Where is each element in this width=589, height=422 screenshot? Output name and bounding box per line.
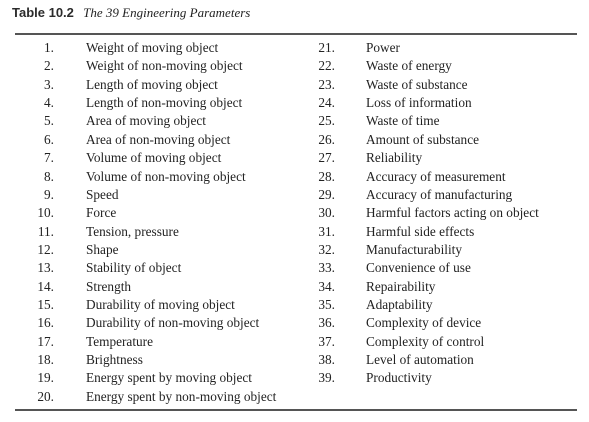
- parameter-number: 17.: [37, 333, 54, 349]
- parameter-name: Durability of moving object: [86, 296, 235, 312]
- parameter-number: 15.: [37, 296, 54, 312]
- parameter-name: Harmful side effects: [366, 223, 475, 239]
- parameter-name: Volume of non-moving object: [86, 168, 246, 184]
- table-row: [0, 57, 589, 75]
- parameter-number: 25.: [318, 113, 335, 129]
- parameter-number: 11.: [37, 223, 54, 239]
- parameter-name: Length of moving object: [86, 76, 218, 92]
- table-row: [0, 369, 589, 387]
- parameter-number: 29.: [318, 186, 335, 202]
- parameter-number: 12.: [37, 241, 54, 257]
- table-row: [0, 112, 589, 130]
- parameter-name: Volume of moving object: [86, 150, 222, 166]
- parameter-name: Accuracy of manufacturing: [366, 186, 513, 202]
- parameter-name: Waste of time: [366, 113, 440, 129]
- parameter-name: Amount of substance: [366, 131, 480, 147]
- parameter-number: 30.: [318, 205, 335, 221]
- parameter-name: Force: [86, 205, 117, 221]
- parameter-number: 26.: [318, 131, 335, 147]
- parameter-name: Area of non-moving object: [86, 131, 231, 147]
- table-row: [0, 186, 589, 204]
- table-row: [0, 131, 589, 149]
- parameter-name: Manufacturability: [366, 241, 462, 257]
- parameter-number: 34.: [318, 278, 335, 294]
- parameter-number: 10.: [37, 205, 54, 221]
- parameter-name: Waste of substance: [366, 76, 468, 92]
- parameter-number: 7.: [44, 150, 54, 166]
- parameter-name: Temperature: [86, 333, 153, 349]
- parameter-name: Shape: [86, 241, 119, 257]
- table-number: Table 10.2: [12, 5, 74, 20]
- table-row: [0, 333, 589, 351]
- parameter-name: Repairability: [366, 278, 436, 294]
- table-row: [0, 223, 589, 241]
- parameter-name: Convenience of use: [366, 260, 471, 276]
- parameter-name: Speed: [86, 186, 119, 202]
- table-row: [0, 204, 589, 222]
- parameter-name: Tension, pressure: [86, 223, 179, 239]
- table-row: [0, 278, 589, 296]
- table-row: [0, 351, 589, 369]
- table-row: [0, 76, 589, 94]
- parameter-name: Energy spent by moving object: [86, 370, 252, 386]
- table-row: [0, 388, 589, 406]
- parameter-number: 23.: [318, 76, 335, 92]
- parameter-number: 9.: [44, 186, 54, 202]
- parameter-name: Complexity of control: [366, 333, 485, 349]
- parameter-name: Area of moving object: [86, 113, 207, 129]
- table-top-rule: [15, 33, 577, 35]
- parameter-number: 4.: [44, 95, 54, 111]
- parameter-number: 3.: [44, 76, 54, 92]
- parameter-number: 37.: [318, 333, 335, 349]
- parameter-number: 27.: [318, 150, 335, 166]
- parameter-name: Harmful factors acting on object: [366, 205, 539, 221]
- parameter-number: 6.: [44, 131, 54, 147]
- parameter-name: Durability of non-moving object: [86, 315, 260, 331]
- parameter-name: Waste of energy: [366, 58, 452, 74]
- parameter-name: Productivity: [366, 370, 432, 386]
- parameter-name: Brightness: [86, 352, 143, 367]
- parameter-number: 5.: [44, 113, 54, 129]
- parameter-number: 39.: [318, 370, 335, 386]
- parameter-name: Level of automation: [366, 352, 474, 367]
- parameter-number: 21.: [318, 40, 335, 55]
- parameter-number: 38.: [318, 352, 335, 367]
- parameter-name: Strength: [86, 278, 132, 294]
- parameter-number: 22.: [318, 58, 335, 74]
- table-row: [0, 149, 589, 167]
- parameter-number: 20.: [37, 388, 54, 404]
- parameter-name: Stability of object: [86, 260, 182, 276]
- parameter-number: 8.: [44, 168, 54, 184]
- parameter-name: Weight of moving object: [86, 40, 219, 55]
- parameter-number: 33.: [318, 260, 335, 276]
- table-title: The 39 Engineering Parameters: [83, 5, 251, 20]
- parameter-number: 14.: [37, 278, 54, 294]
- parameter-name: Reliability: [366, 150, 423, 166]
- parameter-name: Length of non-moving object: [86, 95, 243, 111]
- parameter-number: 32.: [318, 241, 335, 257]
- parameter-number: 24.: [318, 95, 335, 111]
- parameter-name: Energy spent by non-moving object: [86, 388, 277, 404]
- parameter-number: 13.: [37, 260, 54, 276]
- parameter-name: Loss of information: [366, 95, 472, 111]
- parameter-name: Weight of non-moving object: [86, 58, 243, 74]
- parameter-number: 16.: [37, 315, 54, 331]
- table-row: [0, 94, 589, 112]
- parameter-name: Accuracy of measurement: [366, 168, 506, 184]
- table-row: [0, 314, 589, 332]
- table-caption: [12, 5, 250, 21]
- table-row: [0, 259, 589, 277]
- parameter-number: 18.: [37, 352, 54, 367]
- table-row: [0, 296, 589, 314]
- table-row: [0, 39, 589, 57]
- parameter-name: Adaptability: [366, 296, 433, 312]
- table-row: [0, 241, 589, 259]
- table-bottom-rule: [15, 409, 577, 411]
- parameter-name: Complexity of device: [366, 315, 482, 331]
- parameter-name: Power: [366, 40, 400, 55]
- table-row: [0, 168, 589, 186]
- parameter-number: 36.: [318, 315, 335, 331]
- parameter-number: 2.: [44, 58, 54, 74]
- parameter-number: 35.: [318, 296, 335, 312]
- parameter-number: 31.: [318, 223, 335, 239]
- parameter-number: 1.: [44, 40, 54, 55]
- parameter-number: 19.: [37, 370, 54, 386]
- parameter-number: 28.: [318, 168, 335, 184]
